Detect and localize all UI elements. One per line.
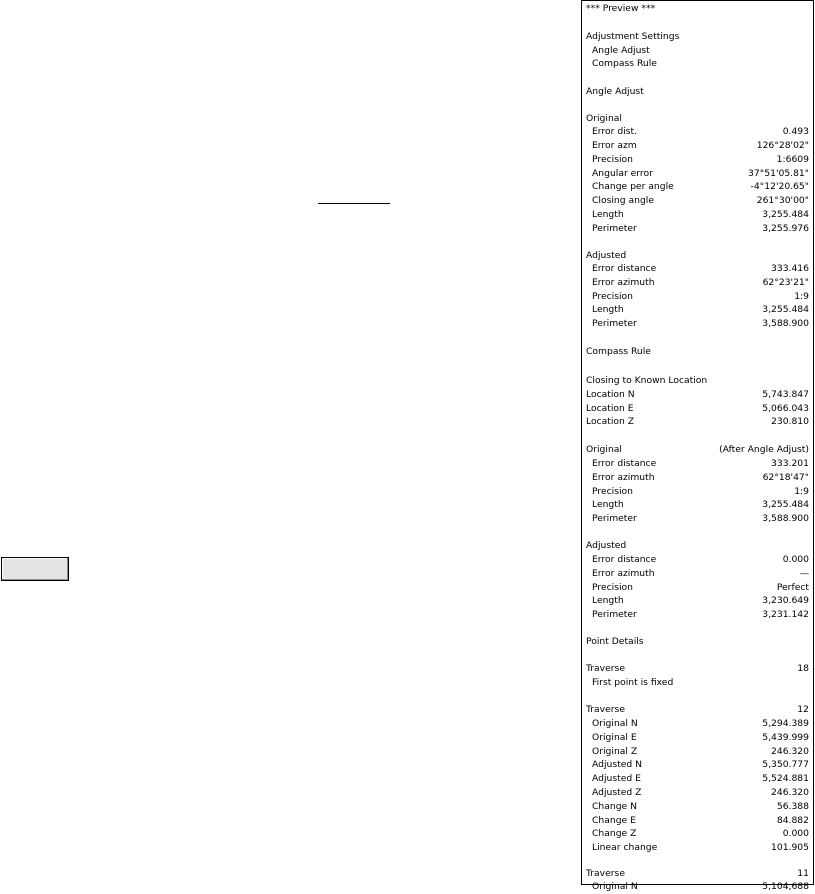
preview-row-value: 12 — [797, 704, 809, 715]
preview-row-label: Perimeter — [592, 318, 637, 329]
preview-row-label: Original N — [592, 881, 638, 892]
preview-row — [582, 635, 813, 649]
preview-row-value: 62°18'47" — [762, 472, 809, 483]
preview-row-value: 3,230.649 — [762, 595, 809, 606]
preview-row-value: 246.320 — [771, 746, 809, 757]
preview-row-label: Precision — [592, 486, 633, 497]
preview-row-label: Length — [592, 499, 624, 510]
preview-row-value: 3,255.976 — [762, 223, 809, 234]
preview-row-label: Traverse — [586, 868, 625, 879]
preview-row — [582, 290, 813, 304]
preview-row-label: Error distance — [592, 554, 657, 565]
preview-row-value: — — [799, 568, 809, 579]
preview-row — [582, 841, 813, 855]
preview-row — [582, 758, 813, 772]
preview-row-value: 3,588.900 — [762, 318, 809, 329]
preview-row-value: 3,255.484 — [762, 499, 809, 510]
preview-row — [582, 2, 813, 16]
preview-row-value: 5,104,688 — [762, 881, 809, 892]
preview-row-value: 1:9 — [794, 486, 809, 497]
preview-panel — [581, 0, 814, 892]
preview-row — [582, 471, 813, 485]
preview-row — [582, 567, 813, 581]
preview-row-value: 84.882 — [776, 815, 809, 826]
preview-row-value: 62°23'21" — [762, 277, 809, 288]
preview-row — [582, 512, 813, 526]
preview-row — [582, 703, 813, 717]
preview-row — [582, 814, 813, 828]
preview-row — [582, 772, 813, 786]
preview-row-label: Location Z — [586, 416, 635, 427]
preview-row-value: 3,255.484 — [762, 304, 809, 315]
preview-row-value: 3,231.142 — [762, 609, 809, 620]
preview-row-value: 1:6609 — [776, 154, 809, 165]
preview-row-value: 5,524.881 — [762, 773, 809, 784]
preview-row-label: Closing angle — [592, 195, 654, 206]
preview-row-value: 1:9 — [794, 291, 809, 302]
preview-row — [582, 317, 813, 331]
preview-row-label: Length — [592, 304, 624, 315]
preview-row — [582, 112, 813, 126]
preview-row-label: Original E — [592, 732, 637, 743]
preview-row — [582, 139, 813, 153]
preview-row-value: 0.493 — [782, 126, 809, 137]
preview-row — [582, 276, 813, 290]
preview-row — [582, 402, 813, 416]
preview-row-label: Perimeter — [592, 609, 637, 620]
preview-row-label: Original — [586, 113, 622, 124]
unlabeled-button[interactable] — [1, 557, 69, 581]
preview-row — [582, 608, 813, 622]
preview-row-value: 37°51'05.81" — [747, 168, 809, 179]
preview-row-value: 261°30'00" — [756, 195, 809, 206]
preview-row-label: Length — [592, 209, 624, 220]
preview-row — [582, 153, 813, 167]
preview-row-value: 5,743.847 — [762, 389, 809, 400]
preview-row-value: 5,350.777 — [762, 759, 809, 770]
preview-row-label: Adjusted — [586, 540, 627, 551]
underline-divider — [318, 203, 390, 204]
preview-row-label: Adjusted — [586, 250, 627, 261]
preview-row — [582, 662, 813, 676]
preview-row — [582, 594, 813, 608]
preview-row — [582, 303, 813, 317]
preview-row — [582, 125, 813, 139]
preview-row — [582, 581, 813, 595]
preview-row — [582, 44, 813, 58]
preview-row — [582, 388, 813, 402]
preview-row-label: Original — [586, 444, 622, 455]
preview-row-label: Perimeter — [592, 513, 637, 524]
preview-row-value: 11 — [797, 868, 809, 879]
preview-row-label: Location N — [586, 389, 635, 400]
preview-row-value: 5,294.389 — [762, 718, 809, 729]
preview-row-value: 101.905 — [771, 842, 809, 853]
preview-row-label: Error azm — [592, 140, 637, 151]
preview-row — [582, 345, 813, 359]
preview-row — [582, 443, 813, 457]
preview-row-value: 3,588.900 — [762, 513, 809, 524]
preview-row-label: Perimeter — [592, 223, 637, 234]
preview-row — [582, 415, 813, 429]
preview-row — [582, 731, 813, 745]
preview-row-label: Original N — [592, 718, 638, 729]
preview-row-label: Angular error — [592, 168, 653, 179]
preview-row-label: Compass Rule — [586, 346, 651, 357]
preview-row — [582, 222, 813, 236]
preview-row-label: Error distance — [592, 458, 657, 469]
preview-row-label: Adjusted Z — [592, 787, 642, 798]
preview-row-label: Error azimuth — [592, 472, 655, 483]
preview-row-label: Adjusted E — [592, 773, 641, 784]
preview-row-value: 246.320 — [771, 787, 809, 798]
preview-row-label: Change Z — [592, 828, 637, 839]
preview-row — [582, 498, 813, 512]
preview-row-value: Perfect — [776, 582, 809, 593]
preview-row-label: Error distance — [592, 263, 657, 274]
preview-row-value: 333.201 — [771, 458, 809, 469]
preview-row — [582, 249, 813, 263]
preview-row — [582, 880, 813, 894]
preview-row-label: Linear change — [592, 842, 658, 853]
preview-row — [582, 457, 813, 471]
preview-row — [582, 30, 813, 44]
preview-row-value: -4°12'20.65" — [750, 181, 809, 192]
preview-row-label: Error dist. — [592, 126, 638, 137]
preview-row — [582, 539, 813, 553]
preview-row-value: 0.000 — [782, 828, 809, 839]
preview-row-value: (After Angle Adjust) — [719, 444, 809, 455]
preview-row — [582, 85, 813, 99]
preview-row-label: Point Details — [586, 636, 644, 647]
preview-row-label: *** Preview *** — [586, 3, 656, 14]
preview-row-label: Precision — [592, 154, 633, 165]
preview-row — [582, 717, 813, 731]
preview-row-value: 56.388 — [776, 801, 809, 812]
preview-row-label: Adjustment Settings — [586, 31, 680, 42]
preview-row-label: Change per angle — [592, 181, 674, 192]
preview-row — [582, 800, 813, 814]
preview-row — [582, 262, 813, 276]
preview-row-label: Traverse — [586, 663, 625, 674]
preview-row — [582, 208, 813, 222]
preview-row-label: Traverse — [586, 704, 625, 715]
preview-row — [582, 786, 813, 800]
preview-row-label: Angle Adjust — [592, 45, 650, 56]
preview-row-value: 0.000 — [782, 554, 809, 565]
preview-row — [582, 167, 813, 181]
preview-row-value: 5,066.043 — [762, 403, 809, 414]
preview-row-label: Original Z — [592, 746, 638, 757]
preview-row-label: Length — [592, 595, 624, 606]
preview-row-value: 5,439.999 — [762, 732, 809, 743]
preview-row-label: Closing to Known Location — [586, 375, 708, 386]
preview-row — [582, 827, 813, 841]
preview-row — [582, 676, 813, 690]
preview-row-value: 333.416 — [771, 263, 809, 274]
preview-row-label: Compass Rule — [592, 58, 657, 69]
preview-row-value: 3,255.484 — [762, 209, 809, 220]
preview-row-label: Angle Adjust — [586, 86, 644, 97]
preview-row-label: First point is fixed — [592, 677, 674, 688]
preview-row-label: Adjusted N — [592, 759, 642, 770]
preview-row-label: Error azimuth — [592, 568, 655, 579]
preview-row-value: 18 — [797, 663, 809, 674]
preview-row-label: Error azimuth — [592, 277, 655, 288]
preview-row — [582, 553, 813, 567]
preview-row — [582, 745, 813, 759]
preview-row — [582, 194, 813, 208]
preview-row — [582, 57, 813, 71]
preview-row-label: Precision — [592, 291, 633, 302]
preview-row — [582, 180, 813, 194]
preview-row-value: 126°28'02" — [756, 140, 809, 151]
preview-row-label: Change N — [592, 801, 637, 812]
preview-row — [582, 485, 813, 499]
preview-row-value: 230.810 — [771, 416, 809, 427]
preview-row-label: Location E — [586, 403, 634, 414]
preview-row — [582, 374, 813, 388]
preview-row-label: Precision — [592, 582, 633, 593]
preview-row-label: Change E — [592, 815, 636, 826]
preview-row — [582, 867, 813, 881]
